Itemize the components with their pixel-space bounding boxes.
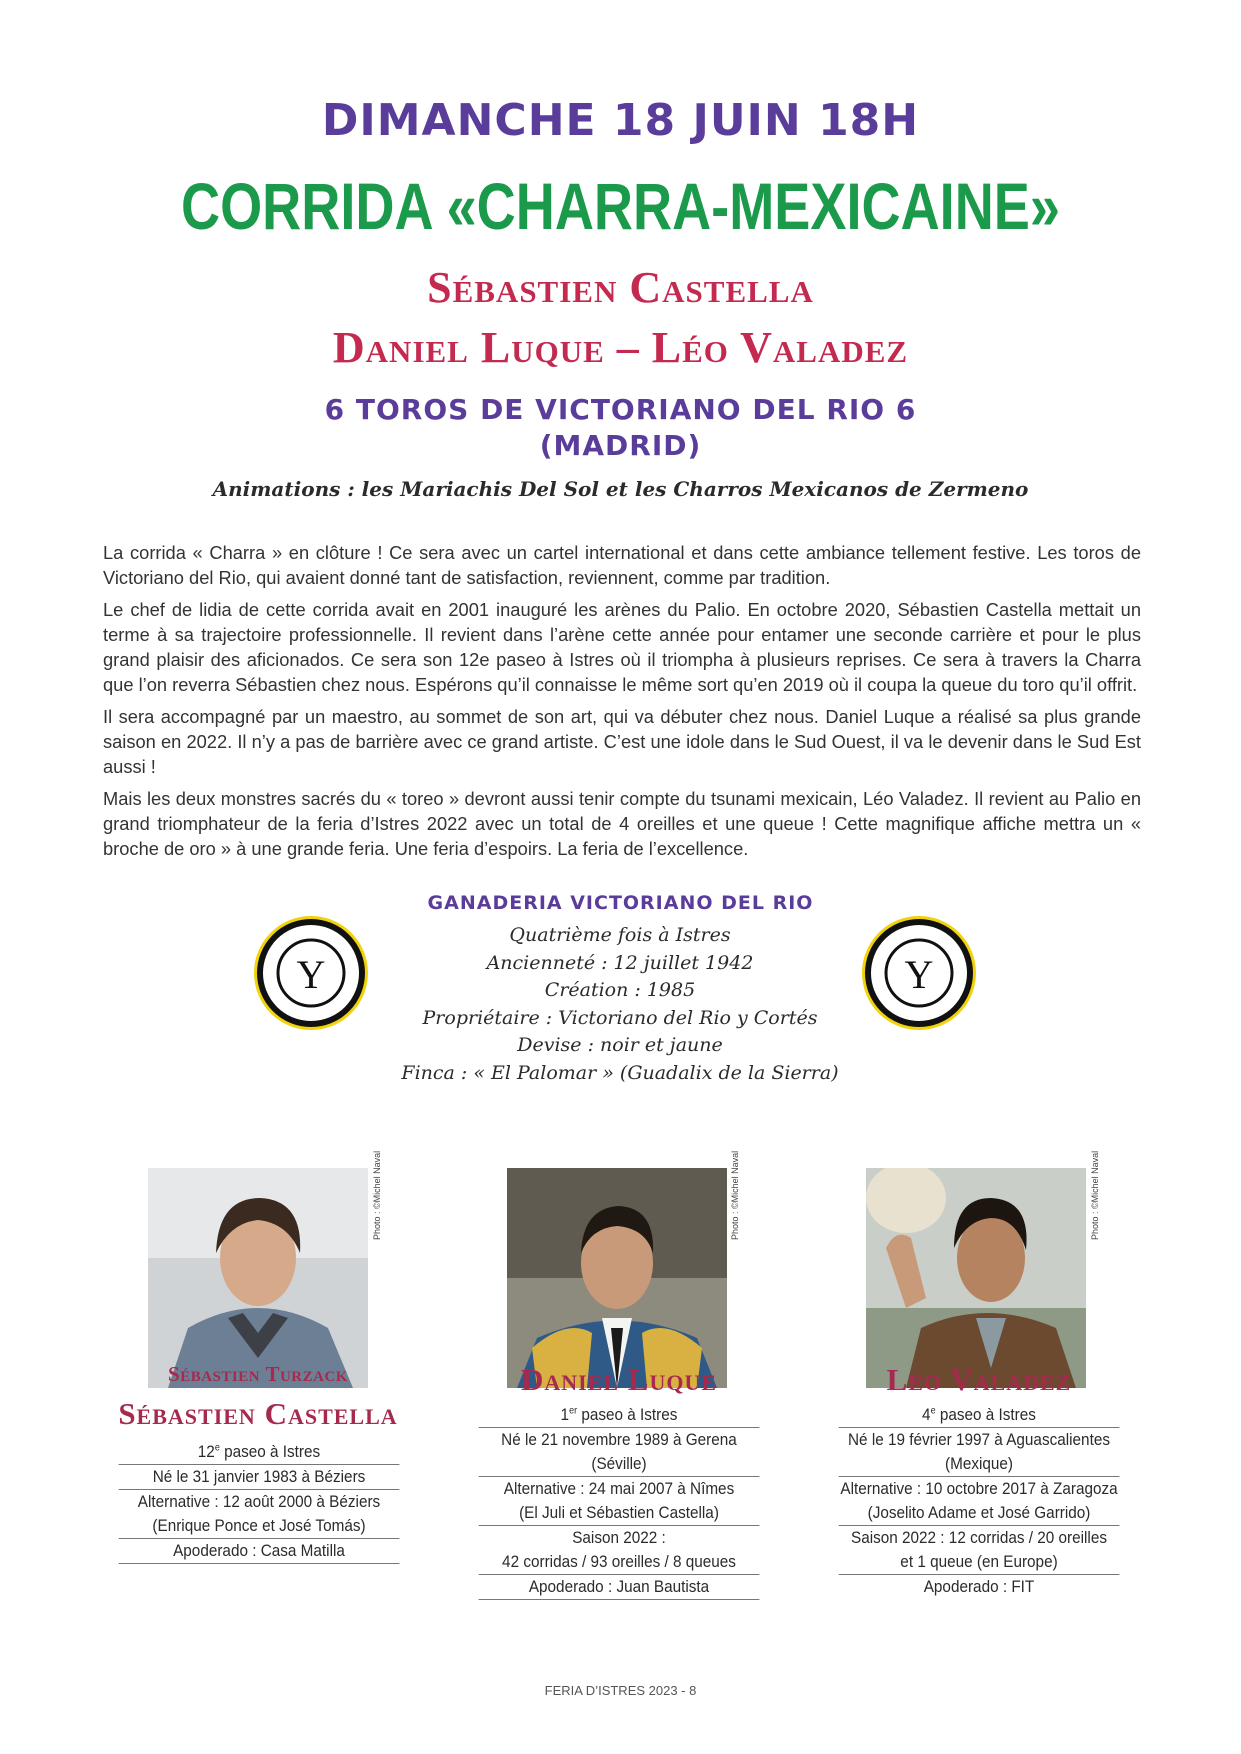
photo-valadez <box>866 1168 1086 1388</box>
photo-castella <box>148 1168 368 1388</box>
ganaderia-logo-right <box>862 916 976 1030</box>
matador-info-luque <box>463 1403 775 1600</box>
ganaderia-line: Quatrième fois à Istres <box>509 924 731 946</box>
ganaderia-title: GANADERIA VICTORIANO DEL RIO <box>427 892 814 914</box>
info-row: Apoderado : Juan Bautista <box>479 1575 760 1600</box>
photo-luque <box>507 1168 727 1388</box>
info-row: 4e paseo à Istres <box>839 1403 1120 1428</box>
article-body <box>103 540 1141 868</box>
info-row: Apoderado : FIT <box>923 1577 1035 1596</box>
info-row: Alternative : 24 mai 2007 à Nîmes <box>503 1479 735 1498</box>
toros-line-1: 6 TOROS DE VICTORIANO DEL RIO 6 <box>324 393 917 426</box>
matador-info-valadez <box>823 1403 1135 1599</box>
info-row: (Enrique Ponce et José Tomás) <box>119 1514 400 1539</box>
matador-line-2: Daniel Luque – Léo Valadez <box>332 323 909 372</box>
matador-line-1: Sébastien Castella <box>427 263 814 312</box>
paragraph: Le chef de lidia de cette corrida avait en 2001 inauguré les arènes du Palio. En octobre 2020, Sébastien Castella mettait un terme à sa trajectoire professionnelle. Il revient dans l’arène cette année pour entamer une seconde carrière et pour le plus grand plaisir des aficionados. Ce sera son 12e paseo à Istres où il triompha à plusieurs reprises. Ce sera à travers la Charra que l’on reverra Sébastien chez nous. Espérons qu’il connaisse le même sort qu’en 2019 où il coupa la queue du toro qu’il offrit. <box>103 599 1141 695</box>
animations-line: Animations : les Mariachis Del Sol et les Charros Mexicanos de Zermeno <box>212 477 1029 501</box>
photo-credit: Photo : ©Michel Naval <box>730 1150 740 1240</box>
paragraph: Il sera accompagné par un maestro, au sommet de son art, qui va débuter chez nous. Daniel Luque a réalisé sa plus grande saison en 2022. Il n’y a pas de barrière avec ce grand artiste. C’est une idole dans le Sud Ouest, il va le devenir dans le Sud Est aussi ! <box>103 706 1141 777</box>
matador-name-luque: Daniel Luque <box>520 1362 718 1397</box>
info-row: Alternative : 12 août 2000 à Béziers <box>137 1492 381 1511</box>
info-row: Né le 19 février 1997 à Aguascalientes <box>848 1430 1110 1449</box>
matador-real-name: Sébastien Turzack <box>168 1362 348 1386</box>
info-row: (Mexique) <box>839 1452 1120 1477</box>
info-row: 1er paseo à Istres <box>479 1403 760 1428</box>
info-row: Saison 2022 : <box>572 1528 666 1547</box>
page-footer: FERIA D’ISTRES 2023 - 8 <box>544 1683 697 1698</box>
photo-credit: Photo : ©Michel Naval <box>372 1150 382 1240</box>
info-row: Apoderado : Casa Matilla <box>119 1539 400 1564</box>
info-row: et 1 queue (en Europe) <box>839 1550 1120 1575</box>
paragraph: Mais les deux monstres sacrés du « toreo » devront aussi tenir compte du tsunami mexicain, Léo Valadez. Il revient au Palio en grand triomphateur de la feria d’Istres 2022 avec un total de 4 oreilles et une queue ! Cette magnifique affiche mettra un « broche de oro » à une grande feria. Une feria d’espoirs. La feria de l’excellence. <box>103 788 1141 859</box>
ganaderia-line: Propriétaire : Victoriano del Rio y Cortés <box>422 1006 818 1029</box>
info-row: Alternative : 10 octobre 2017 à Zaragoza <box>840 1479 1118 1498</box>
toros-line-2: (MADRID) <box>539 429 702 462</box>
ganaderia-logo-left <box>254 916 368 1030</box>
event-title: CORRIDA «CHARRA-MEXICAINE» <box>180 169 1060 243</box>
info-row: Né le 21 novembre 1989 à Gerena (Séville) <box>479 1428 760 1477</box>
logo-letter: Y <box>296 952 326 997</box>
ganaderia-line: Ancienneté : 12 juillet 1942 <box>486 951 754 974</box>
matador-name-valadez: Léo Valadez <box>886 1362 1072 1397</box>
info-row: 12e paseo à Istres <box>119 1440 400 1465</box>
event-date: DIMANCHE 18 JUIN 18H <box>321 95 920 146</box>
ganaderia-info <box>370 922 870 1087</box>
matador-name-castella: Sébastien Castella <box>118 1396 398 1431</box>
info-row: 42 corridas / 93 oreilles / 8 queues <box>479 1550 760 1575</box>
info-row: (El Juli et Sébastien Castella) <box>479 1501 760 1526</box>
ganaderia-line: Finca : « El Palomar » (Guadalix de la Sierra) <box>401 1061 839 1084</box>
paragraph: La corrida « Charra » en clôture ! Ce sera avec un cartel international et dans cette ambiance tellement festive. Les toros de Victoriano del Rio, qui avaient donné tant de satisfaction, reviennent, comme par tradition. <box>103 542 1141 588</box>
info-row: (Joselito Adame et José Garrido) <box>839 1501 1120 1526</box>
ganaderia-line: Devise : noir et jaune <box>517 1034 723 1056</box>
matador-info-castella <box>103 1440 415 1564</box>
logo-letter: Y <box>904 952 934 997</box>
info-row: Saison 2022 : 12 corridas / 20 oreilles <box>850 1528 1107 1547</box>
photo-credit: Photo : ©Michel Naval <box>1090 1150 1100 1240</box>
info-row: Né le 31 janvier 1983 à Béziers <box>119 1465 400 1490</box>
ganaderia-line: Création : 1985 <box>544 979 696 1001</box>
